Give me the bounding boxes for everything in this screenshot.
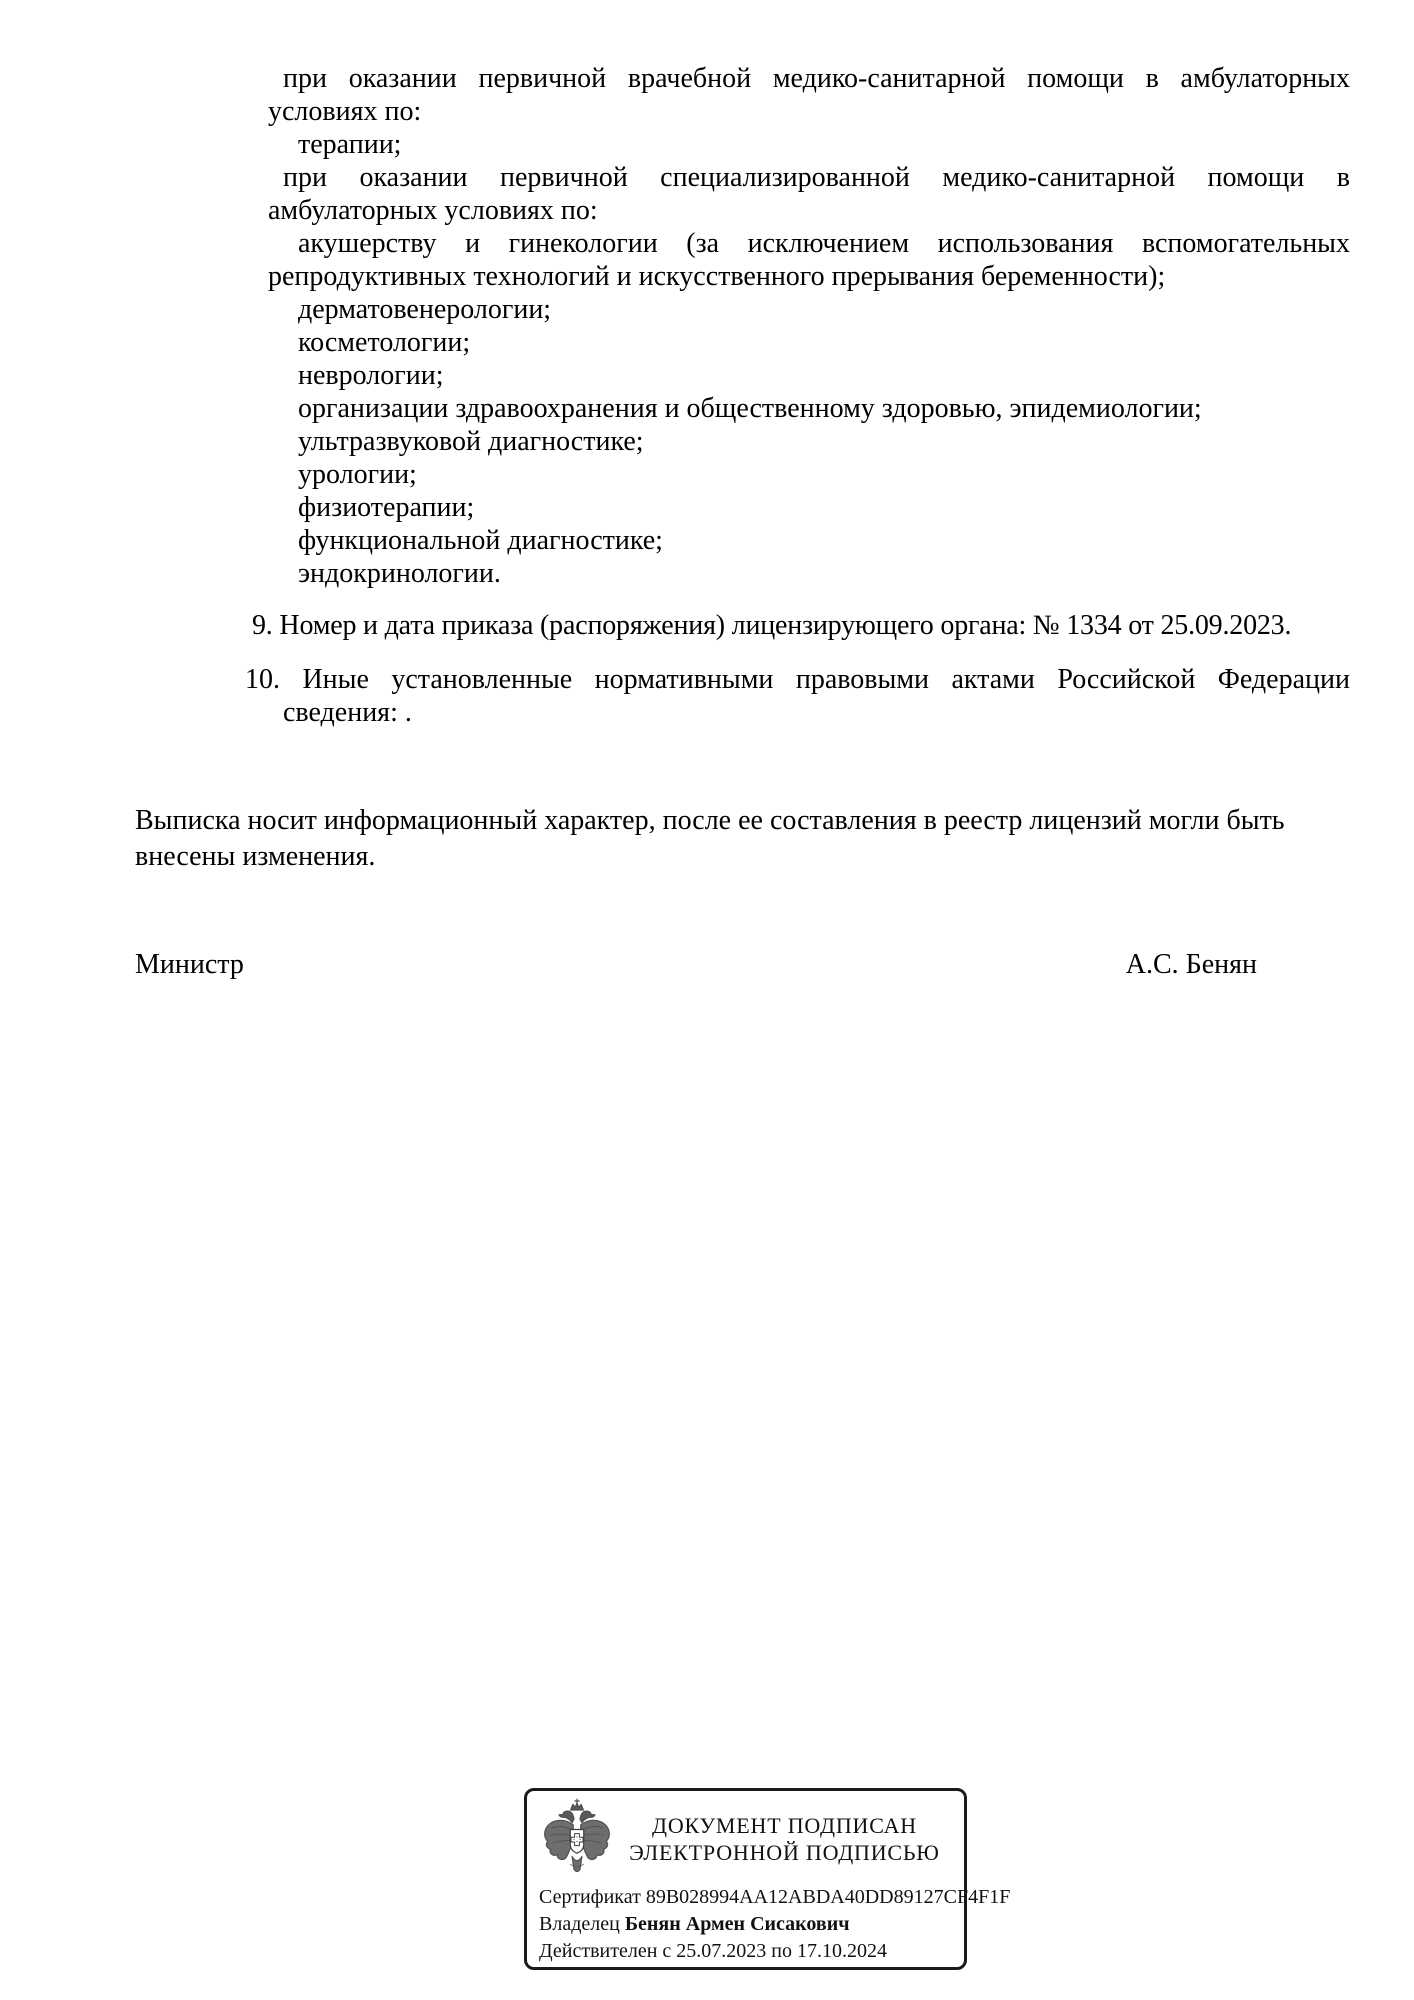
- item-10-line1: [245, 663, 1350, 696]
- stamp-info: [527, 1882, 1011, 1965]
- specialty-item: ультразвуковой диагностике;: [298, 426, 644, 457]
- specialty-item: эндокринологии.: [298, 558, 501, 589]
- electronic-signature-stamp: [524, 1788, 1011, 1970]
- owner-name: Бенян Армен Сисакович: [624, 1913, 850, 1935]
- stamp-title-line2: ЭЛЕКТРОННОЙ ПОДПИСЬЮ: [629, 1840, 940, 1865]
- stamp-title: [615, 1798, 954, 1866]
- certificate-value: 89B028994AA12ABDA40DD89127CF4F1F: [645, 1886, 1011, 1908]
- signer-name: А.С. Бенян: [1125, 949, 1257, 980]
- item-10-text: Иные установленные нормативными правовыми актами Российской Федерации: [302, 664, 1350, 695]
- specialty-item: неврологии;: [298, 360, 444, 391]
- paragraph-primary-care: при оказании первичной врачебной медико-санитарной помощи в амбулаторных условиях по:: [268, 63, 1350, 127]
- specialty-list-b: [268, 293, 1350, 590]
- item-9-text: Номер и дата приказа (распоряжения) лицензирующего органа: № 1334 от 25.09.2023.: [279, 610, 1292, 641]
- specialty-list-a: [268, 128, 1350, 161]
- item-10-number: 10.: [245, 664, 280, 695]
- stamp-validity-line: Действителен с 25.07.2023 по 17.10.2024: [539, 1940, 887, 1962]
- signer-position: Министр: [135, 949, 244, 980]
- specialty-item: физиотерапии;: [298, 492, 475, 523]
- paragraph-specialized-care: при оказании первичной специализированной медико-санитарной помощи в амбулаторных условиях по:: [268, 162, 1350, 226]
- paragraph-obstetrics: акушерству и гинекологии (за исключением использования вспомогательных репродуктивных технологий и искусственного прерывания беременности);: [268, 228, 1350, 292]
- stamp-owner-line: [539, 1911, 952, 1938]
- item-9-order-number: [252, 609, 1382, 642]
- specialty-item: терапии;: [298, 129, 402, 160]
- item-10-other-info: [245, 663, 1350, 729]
- stamp-title-line1: ДОКУМЕНТ ПОДПИСАН: [652, 1813, 917, 1838]
- item-9-number: 9.: [252, 610, 273, 641]
- specialty-item: функциональной диагностике;: [298, 525, 663, 556]
- specialties-block: [268, 62, 1350, 590]
- specialty-item: урологии;: [298, 459, 417, 490]
- certificate-label: Сертификат: [539, 1886, 641, 1908]
- signature-row: [135, 948, 1257, 981]
- roszdravnadzor-double-headed-eagle-icon: [539, 1798, 615, 1882]
- specialty-item: организации здравоохранения и общественному здоровью, эпидемиологии;: [298, 393, 1202, 424]
- stamp-certificate-line: [539, 1884, 1011, 1911]
- owner-label: Владелец: [539, 1913, 620, 1935]
- specialty-item: дерматовенерологии;: [298, 294, 552, 325]
- disclaimer-note: Выписка носит информационный характер, после ее составления в реестр лицензий могли быть внесены изменения.: [135, 805, 1285, 872]
- specialty-item: косметологии;: [298, 327, 471, 358]
- stamp-header: [527, 1791, 964, 1882]
- item-10-line2: сведения: .: [283, 697, 412, 728]
